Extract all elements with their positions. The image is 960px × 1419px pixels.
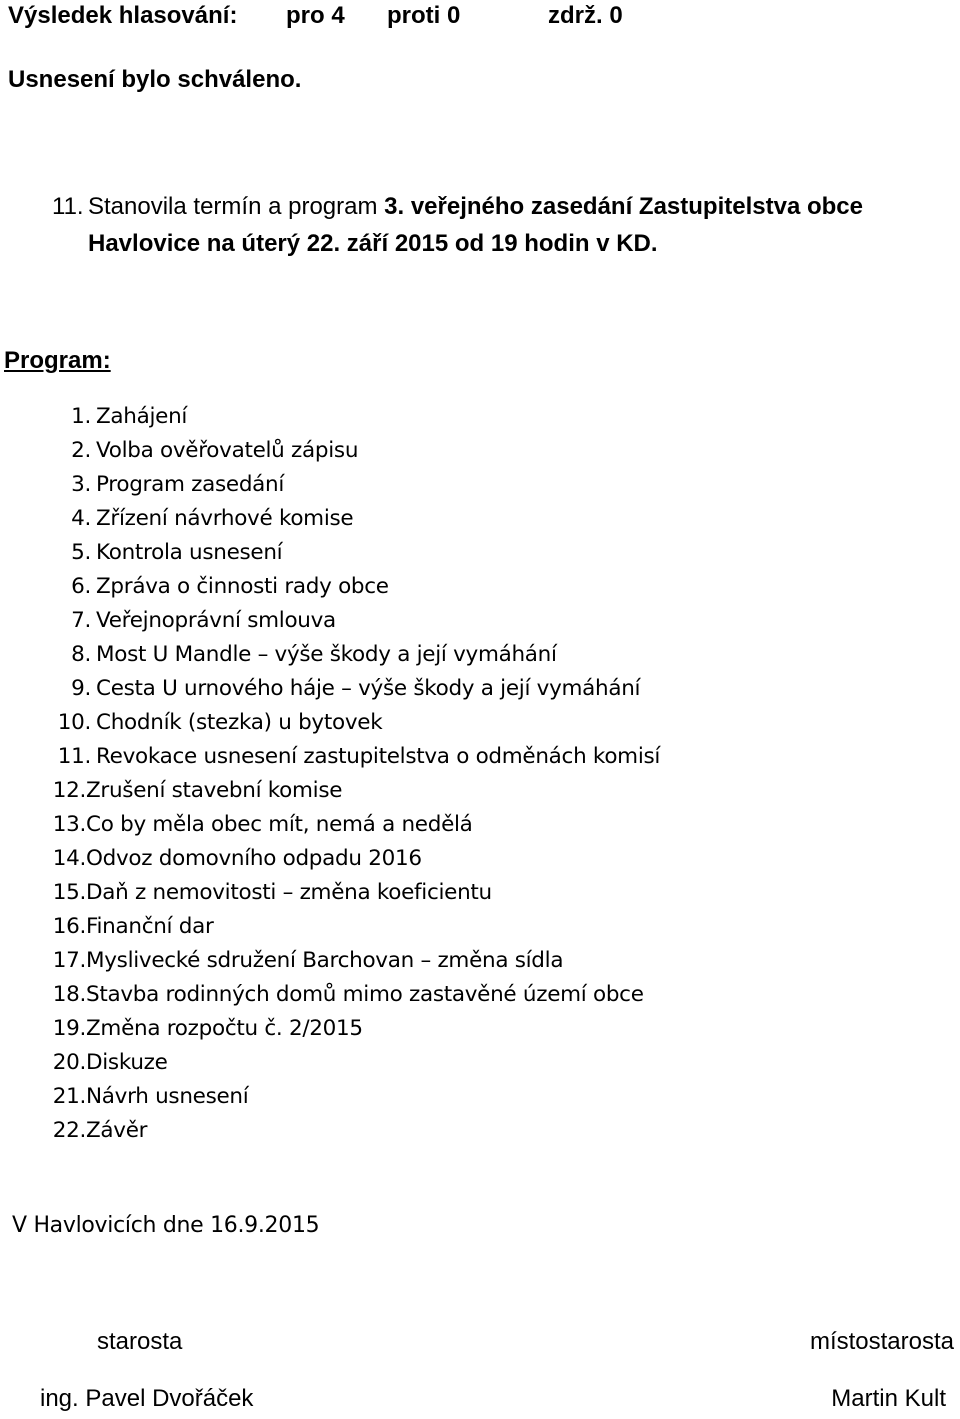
program-item-number: 11. bbox=[57, 744, 91, 769]
program-item bbox=[52, 1016, 363, 1041]
resolution-line-1-normal: Stanovila termín a program bbox=[88, 193, 385, 220]
program-item bbox=[71, 438, 359, 463]
program-item-text: Stavba rodinných domů mimo zastavěné území obce bbox=[86, 982, 644, 1007]
program-item-number: 8. bbox=[71, 642, 91, 667]
program-item-text: Revokace usnesení zastupitelstva o odměnách komisí bbox=[96, 744, 661, 769]
program-item-text: Zpráva o činnosti rady obce bbox=[96, 574, 389, 599]
program-item-number: 16. bbox=[52, 914, 86, 939]
program-item-number: 14. bbox=[52, 846, 86, 871]
program-item-text: Diskuze bbox=[86, 1050, 168, 1075]
program-item-number: 2. bbox=[71, 438, 91, 463]
program-item-text: Myslivecké sdružení Barchovan – změna sídla bbox=[86, 948, 564, 973]
program-item bbox=[52, 812, 473, 837]
program-item-number: 4. bbox=[71, 506, 91, 531]
program-item-text: Co by měla obec mít, nemá a nedělá bbox=[86, 812, 473, 837]
resolution-number: 11. bbox=[52, 193, 84, 220]
program-item-number: 21. bbox=[52, 1084, 86, 1109]
program-item-number: 5. bbox=[71, 540, 91, 565]
program-item-number: 1. bbox=[71, 404, 91, 429]
program-item-text: Finanční dar bbox=[86, 914, 214, 939]
program-item bbox=[71, 608, 336, 633]
program-item bbox=[71, 642, 557, 667]
program-item-number: 12. bbox=[52, 778, 86, 803]
program-item-text: Veřejnoprávní smlouva bbox=[96, 608, 336, 633]
program-item-text: Cesta U urnového háje – výše škody a její vymáhání bbox=[96, 676, 641, 701]
program-item bbox=[71, 404, 188, 429]
program-item-text: Závěr bbox=[86, 1118, 148, 1143]
program-item-text: Zřízení návrhové komise bbox=[96, 506, 354, 531]
program-item bbox=[52, 1084, 249, 1109]
program-item-text: Chodník (stezka) u bytovek bbox=[96, 710, 383, 735]
resolution-line-2: Havlovice na úterý 22. září 2015 od 19 hodin v KD. bbox=[88, 230, 658, 257]
program-item bbox=[57, 744, 661, 769]
mayor-name: ing. Pavel Dvořáček bbox=[40, 1385, 254, 1412]
program-item bbox=[57, 710, 383, 735]
program-item-text: Návrh usnesení bbox=[86, 1084, 249, 1109]
program-item-text: Odvoz domovního odpadu 2016 bbox=[86, 846, 422, 871]
program-item-number: 17. bbox=[52, 948, 86, 973]
program-item-text: Kontrola usnesení bbox=[96, 540, 283, 565]
vote-zdrz: zdrž. 0 bbox=[548, 2, 623, 29]
program-item-number: 13. bbox=[52, 812, 86, 837]
program-item-text: Volba ověřovatelů zápisu bbox=[96, 438, 359, 463]
program-item bbox=[52, 880, 492, 905]
program-item bbox=[71, 506, 354, 531]
deputy-mayor-name: Martin Kult bbox=[831, 1385, 946, 1412]
program-item-text: Most U Mandle – výše škody a její vymáhání bbox=[96, 642, 557, 667]
program-item-number: 19. bbox=[52, 1016, 86, 1041]
program-item bbox=[52, 778, 343, 803]
program-item-text: Zahájení bbox=[96, 404, 188, 429]
program-item bbox=[52, 1050, 168, 1075]
program-item bbox=[71, 574, 389, 599]
program-item bbox=[71, 540, 283, 565]
place-date: V Havlovicích dne 16.9.2015 bbox=[12, 1213, 320, 1238]
resolution-line-1 bbox=[88, 188, 863, 225]
resolution-approved: Usnesení bylo schváleno. bbox=[8, 66, 302, 93]
program-item bbox=[52, 982, 644, 1007]
program-title: Program: bbox=[4, 347, 111, 374]
program-item bbox=[71, 676, 641, 701]
program-item-number: 6. bbox=[71, 574, 91, 599]
mayor-role: starosta bbox=[97, 1328, 183, 1355]
resolution-line-1-bold: 3. veřejného zasedání Zastupitelstva obce bbox=[384, 193, 863, 220]
program-item-number: 22. bbox=[52, 1118, 86, 1143]
program-item bbox=[52, 948, 564, 973]
program-item-text: Daň z nemovitosti – změna koeficientu bbox=[86, 880, 492, 905]
program-item-text: Program zasedání bbox=[96, 472, 285, 497]
vote-proti: proti 0 bbox=[387, 2, 461, 29]
program-item bbox=[52, 1118, 148, 1143]
vote-pro: pro 4 bbox=[286, 2, 345, 29]
program-item bbox=[71, 472, 285, 497]
deputy-mayor-role: místostarosta bbox=[809, 1328, 954, 1355]
program-item-text: Změna rozpočtu č. 2/2015 bbox=[86, 1016, 363, 1041]
program-item-number: 10. bbox=[57, 710, 91, 735]
program-item-number: 15. bbox=[52, 880, 86, 905]
program-item-number: 9. bbox=[71, 676, 91, 701]
program-item-number: 20. bbox=[52, 1050, 86, 1075]
program-item-number: 7. bbox=[71, 608, 91, 633]
program-item-number: 18. bbox=[52, 982, 86, 1007]
program-item-number: 3. bbox=[71, 472, 91, 497]
program-item bbox=[52, 914, 214, 939]
vote-result-label: Výsledek hlasování: bbox=[8, 2, 238, 29]
program-item bbox=[52, 846, 422, 871]
program-item-text: Zrušení stavební komise bbox=[86, 778, 343, 803]
